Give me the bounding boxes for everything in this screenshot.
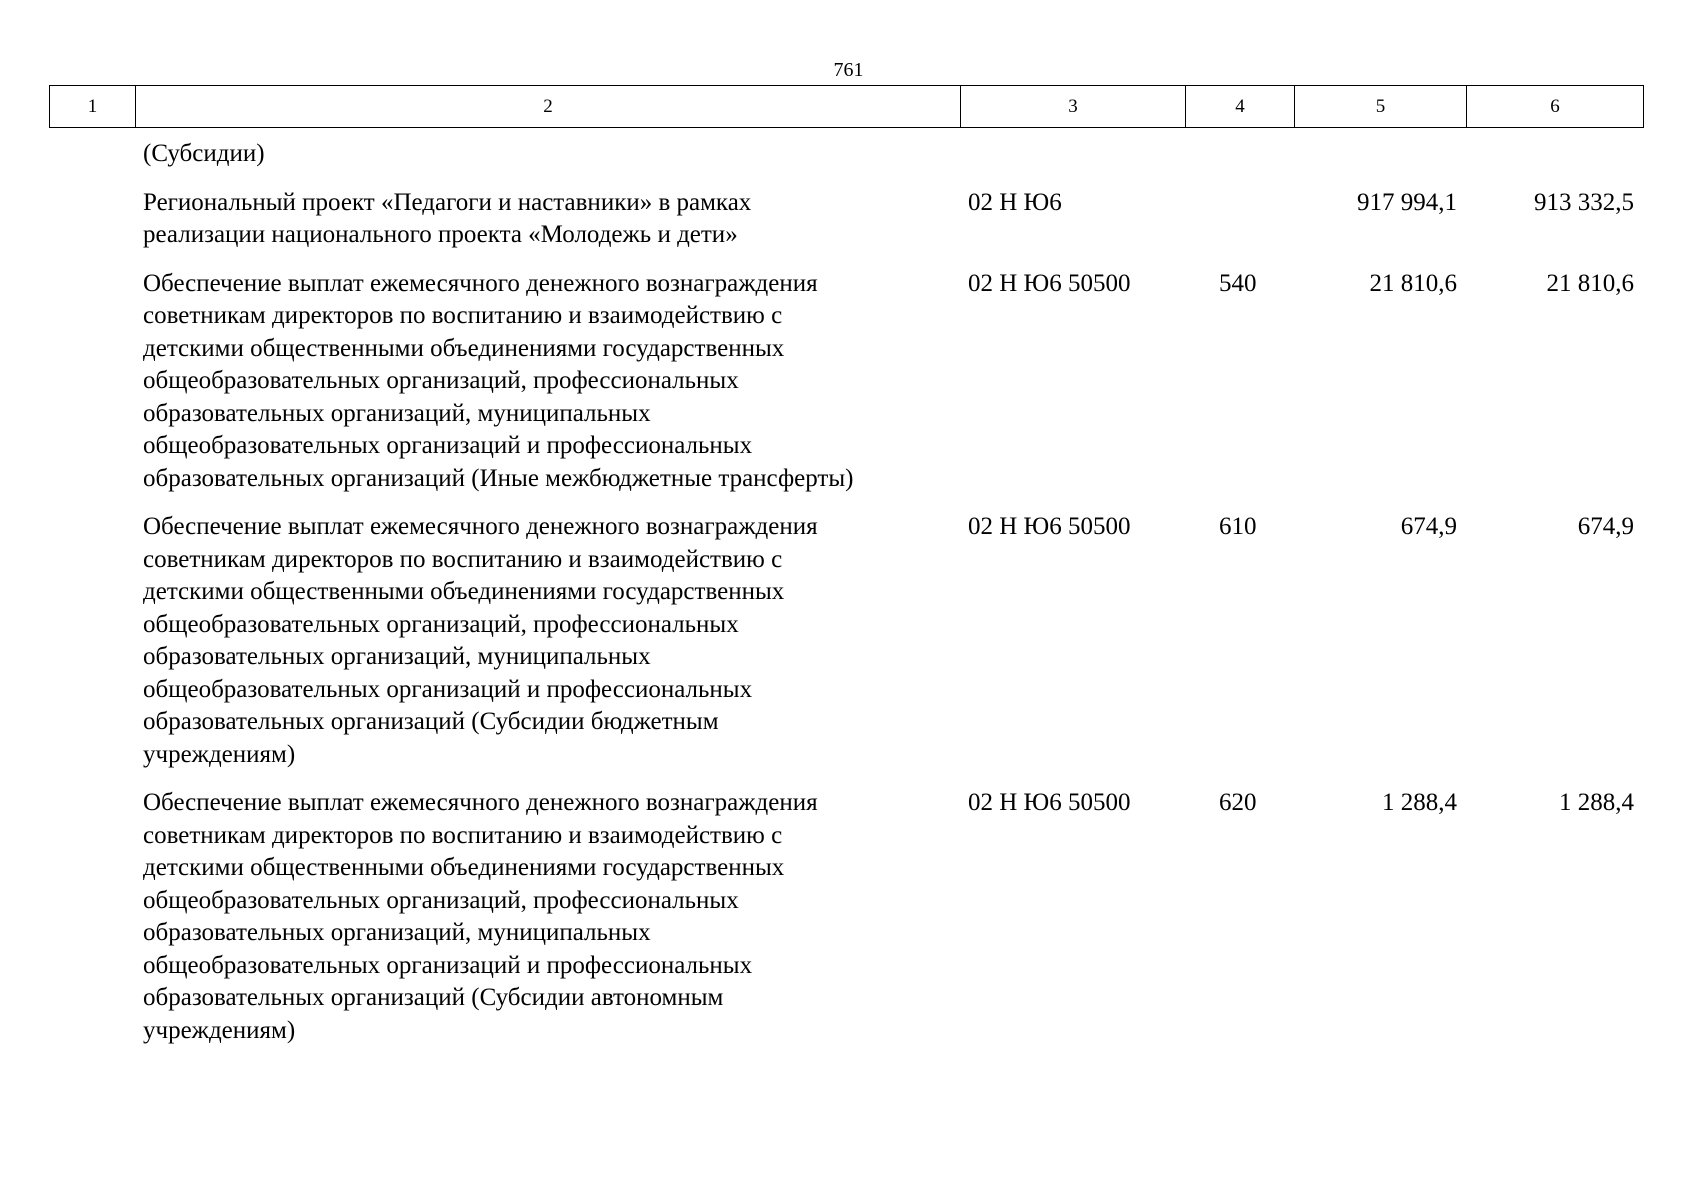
row-name-line: общеобразовательных организаций, профессиональных <box>143 367 739 394</box>
row-name-line: образовательных организаций, муниципальных <box>143 643 651 670</box>
row-index-cell <box>49 511 135 771</box>
column-header-row <box>50 86 1644 128</box>
row-name-cell <box>135 187 960 252</box>
row-name-line: Обеспечение выплат ежемесячного денежного вознаграждения <box>143 789 818 816</box>
row-type-cell: 540 <box>1219 269 1257 297</box>
row-name-line: общеобразовательных организаций и профессиональных <box>143 432 753 459</box>
table-row <box>49 511 1643 771</box>
row-index-cell <box>49 268 135 496</box>
column-header-4: 4 <box>1186 86 1295 128</box>
row-index-cell <box>49 187 135 252</box>
table-row <box>49 268 1643 496</box>
row-name-line: Обеспечение выплат ежемесячного денежного вознаграждения <box>143 269 818 297</box>
column-header-6: 6 <box>1467 86 1644 128</box>
row-type-cell <box>1185 138 1294 171</box>
row-name-line: детскими общественными объединениями государственных <box>143 578 785 605</box>
row-code-cell: 02 Н Ю6 50500 <box>968 269 1131 297</box>
row-code-cell: 02 Н Ю6 <box>968 188 1062 216</box>
row-name-line: образовательных организаций, муниципальных <box>143 919 651 946</box>
row-value-1-cell: 21 810,6 <box>1369 269 1457 297</box>
row-value-2-cell <box>1466 138 1643 171</box>
row-name-line: (Субсидии) <box>143 140 265 167</box>
row-name-line: реализации национального проекта «Молодежь и дети» <box>143 221 738 248</box>
row-name-cell <box>135 268 960 496</box>
row-name-line: учреждениям) <box>143 740 296 768</box>
row-name-line: общеобразовательных организаций и профессиональных <box>143 675 753 703</box>
page-number: 761 <box>833 59 864 81</box>
row-name-line: образовательных организаций (Субсидии автономным <box>143 984 724 1011</box>
row-name-line: детскими общественными объединениями государственных <box>143 854 785 881</box>
row-type-cell: 620 <box>1219 789 1257 816</box>
table-row <box>49 138 1643 171</box>
table-row <box>49 787 1643 1047</box>
row-index-cell <box>49 787 135 1047</box>
table-row <box>49 187 1643 252</box>
column-header-5: 5 <box>1295 86 1467 128</box>
row-value-1-cell: 917 994,1 <box>1357 188 1457 216</box>
row-name-line: советникам директоров по воспитанию и взаимодействию с <box>143 302 783 329</box>
column-header-2: 2 <box>136 86 961 128</box>
row-name-cell <box>135 511 960 771</box>
row-name-cell <box>135 138 960 171</box>
row-index-cell <box>49 138 135 171</box>
column-header-table <box>49 85 1644 128</box>
row-value-2-cell: 674,9 <box>1577 513 1634 540</box>
row-value-2-cell: 1 288,4 <box>1559 789 1634 816</box>
row-value-2-cell: 913 332,5 <box>1534 188 1634 216</box>
row-name-line: общеобразовательных организаций, профессиональных <box>143 886 739 914</box>
row-type-cell: 610 <box>1219 513 1257 540</box>
row-name-line: детскими общественными объединениями государственных <box>143 334 785 362</box>
row-value-1-cell: 1 288,4 <box>1382 789 1457 816</box>
table-body <box>49 138 1643 1063</box>
row-name-line: общеобразовательных организаций, профессиональных <box>143 610 739 638</box>
row-name-cell <box>135 787 960 1047</box>
row-name-line: Региональный проект «Педагоги и наставники» в рамках <box>143 188 752 216</box>
column-header-1: 1 <box>50 86 136 128</box>
row-code-cell: 02 Н Ю6 50500 <box>968 513 1131 540</box>
row-value-1-cell: 674,9 <box>1400 513 1457 540</box>
row-code-cell <box>960 138 1185 171</box>
row-value-1-cell <box>1294 138 1466 171</box>
row-name-line: советникам директоров по воспитанию и взаимодействию с <box>143 821 783 849</box>
row-value-2-cell: 21 810,6 <box>1546 269 1634 297</box>
row-name-line: образовательных организаций, муниципальных <box>143 399 651 427</box>
row-name-line: Обеспечение выплат ежемесячного денежного вознаграждения <box>143 513 818 540</box>
row-name-line: учреждениям) <box>143 1016 296 1044</box>
row-name-line: образовательных организаций (Субсидии бюджетным <box>143 708 719 735</box>
row-code-cell: 02 Н Ю6 50500 <box>968 789 1131 816</box>
row-name-line: общеобразовательных организаций и профессиональных <box>143 951 753 979</box>
row-type-cell <box>1185 187 1294 252</box>
row-name-line: советникам директоров по воспитанию и взаимодействию с <box>143 545 783 573</box>
column-header-3: 3 <box>961 86 1186 128</box>
row-name-line: образовательных организаций (Иные межбюджетные трансферты) <box>143 464 854 492</box>
